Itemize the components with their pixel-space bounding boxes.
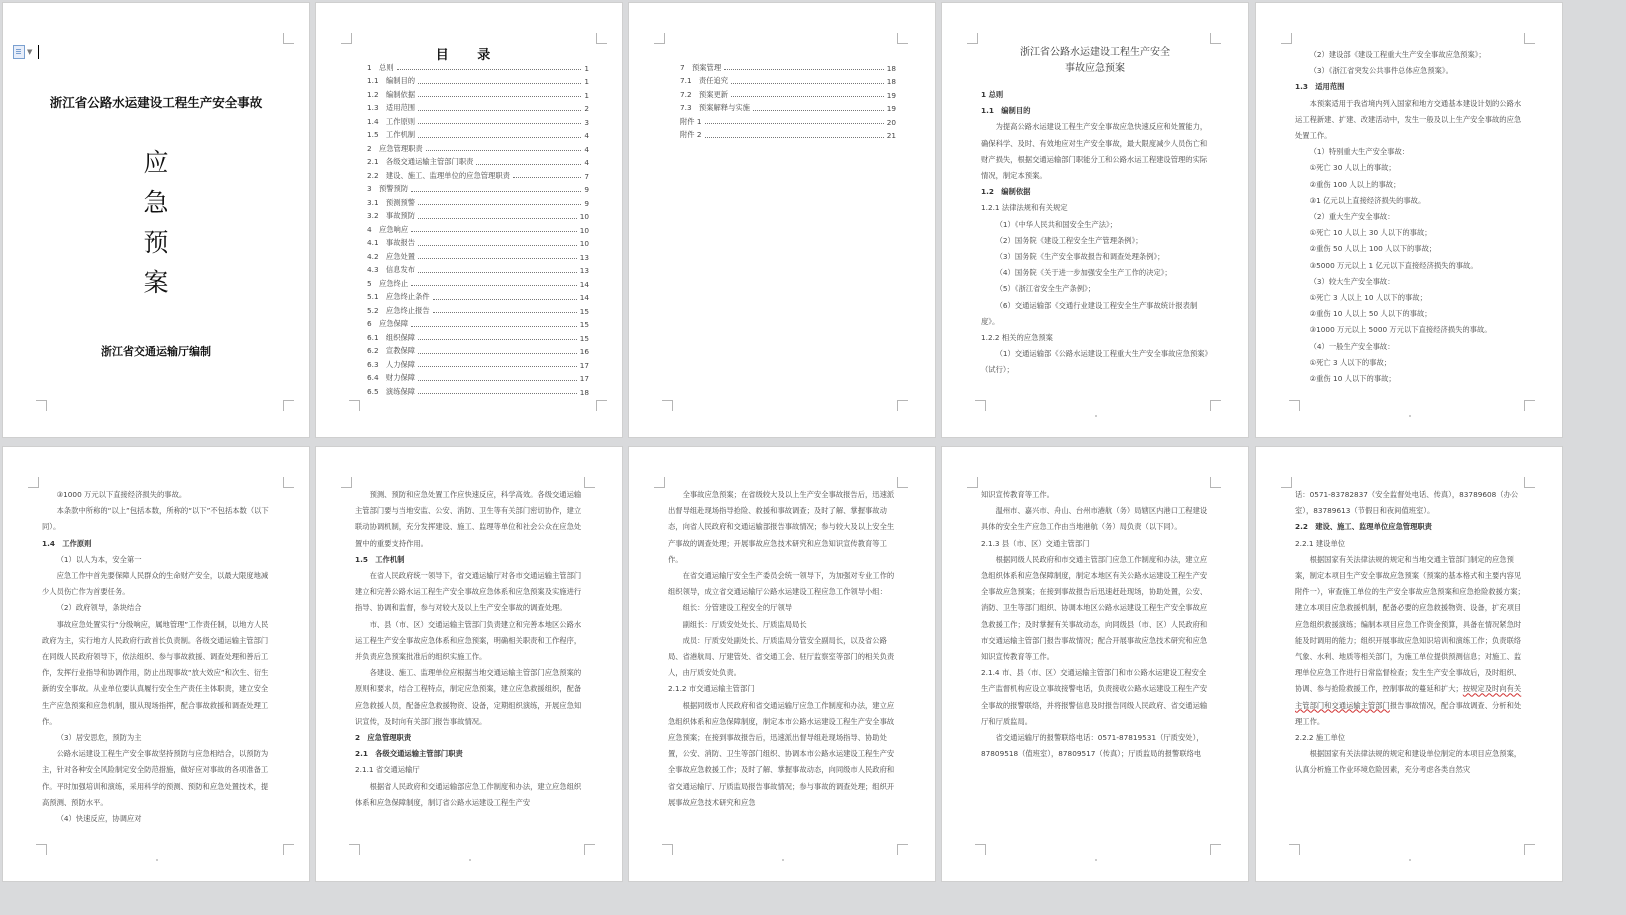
page-10 xyxy=(1256,447,1562,881)
paragraph: 各建设、施工、监理单位应根据当地交通运输主管部门应急预案的原则和要求，结合工程特点，制定应急预案，建立应急救援组织，配备应急救援人员，配备应急救援物资、设备，定期组织演练，开展应急知识宣传，及时向有关部门报告事故情况。 xyxy=(355,668,582,726)
toc-entry[interactable] xyxy=(367,73,589,87)
toc-leader-dots xyxy=(476,164,581,165)
paragraph: 话：0571-83782837（安全监督处电话、传真），83789608（办公室），83789613（节假日和夜间值班室）。 xyxy=(1295,490,1519,516)
toc-leader-dots xyxy=(418,137,581,138)
toc-entry[interactable] xyxy=(680,100,896,114)
toc-entry-page: 17 xyxy=(579,360,589,370)
toc-entry[interactable] xyxy=(367,316,589,330)
paragraph: 为提高公路水运建设工程生产安全事故应急快速反应和处置能力，确保科学、及时、有效地应对生产安全事故，最大限度减少人员伤亡和财产损失，根据交通运输部门职能分工和公路水运工程建设管理的实际情况，制定本预案。 xyxy=(981,122,1208,181)
toc-leader-dots xyxy=(418,245,577,246)
list-item: （5）《浙江省安全生产条例》； xyxy=(995,284,1096,294)
toc-leader-dots xyxy=(705,123,884,124)
toc-entry-label: 4.2 应急处置 xyxy=(367,251,416,261)
toc-entry-page: 20 xyxy=(886,117,896,127)
toc-leader-dots xyxy=(418,204,581,205)
toc-leader-dots xyxy=(418,110,581,111)
toc-leader-dots xyxy=(731,83,884,84)
list-item: ③5000 万元以上 1 亿元以下直接经济损失的事故。 xyxy=(1309,260,1478,270)
list-item: （6）交通运输部《交通行业建设工程安全生产事故统计报表制度》。 xyxy=(981,300,1198,326)
paragraph: 公路水运建设工程生产安全事故坚持预防与应急相结合，以预防为主，针对各种安全风险制定安全防范措施，做好应对事故的各项准备工作。平时加强培训和演练，采用科学的预测、预防和应急处置技术，提高预测、预防水平。 xyxy=(42,749,269,807)
toc-entry[interactable] xyxy=(367,154,589,168)
toc-leader-dots xyxy=(418,123,581,124)
toc-entry-page: 15 xyxy=(579,306,589,316)
heading: 1.2.1 法律法规和有关规定 xyxy=(981,203,1068,213)
heading: 2.2.1 建设单位 xyxy=(1295,538,1346,548)
list-item: （1）交通运输部《公路水运建设工程重大生产安全事故应急预案》（试行）； xyxy=(981,349,1209,375)
toc-entry[interactable] xyxy=(367,343,589,357)
cover-issuer: 浙江省交通运输厅编制 xyxy=(101,345,211,358)
toc-entry-label: 1.4 工作原则 xyxy=(367,116,416,126)
toc-entry[interactable] xyxy=(680,113,896,127)
toc-entry-page: 4 xyxy=(584,131,589,140)
toc-entry-label: 1.2 编制依据 xyxy=(367,89,416,99)
toc-entry-label: 7.2 预案更新 xyxy=(680,89,729,99)
toc-entry-page: 9 xyxy=(584,185,589,194)
toc-entry[interactable] xyxy=(367,59,589,73)
toc-leader-dots xyxy=(418,272,577,273)
toc-entry-label: 4.1 事故报告 xyxy=(367,238,416,247)
heading: 1.2.2 相关的应急预案 xyxy=(981,333,1053,343)
toc-entry-page: 13 xyxy=(579,252,589,262)
toc-entry-label: 6.3 人力保障 xyxy=(367,359,416,369)
toc-leader-dots xyxy=(418,339,577,340)
toc-leader-dots xyxy=(418,366,577,367)
toc-entry-label: 7 预案管理 xyxy=(680,62,722,72)
toc-entry-label: 3.2 事故预防 xyxy=(367,211,416,220)
toc-entry[interactable] xyxy=(367,208,589,222)
heading: 2.1.3 县（市、区）交通主管部门 xyxy=(981,538,1090,548)
paragraph: 市、县（市、区）交通运输主管部门负责建立和完善本地区公路水运工程生产安全事故应急体系和应急预案，明确相关职责和工作程序，并负责应急预案批准后的组织实施工作。 xyxy=(355,619,582,662)
toc-entry-label: 3 预警预防 xyxy=(367,184,409,193)
subheading: （4）快速反应，协调应对 xyxy=(56,814,142,824)
cover-char: 案 xyxy=(143,268,169,297)
toc-leader-dots xyxy=(411,326,577,327)
toc-leader-dots xyxy=(418,380,577,381)
toc-entry-page: 9 xyxy=(584,198,589,208)
paragraph: 应急工作中首先要保障人民群众的生命财产安全，以最大限度地减少人员伤亡作为首要任务。 xyxy=(42,571,269,597)
document-title: 浙江省公路水运建设工程生产安全 事故应急预案 xyxy=(1020,47,1170,74)
list-item: （3）国务院《生产安全事故报告和调查处理条例》； xyxy=(995,252,1165,262)
list-item: ②重伤 10 人以下的事故； xyxy=(1309,374,1396,384)
toc-entry-page: 1 xyxy=(584,77,589,86)
toc-entry[interactable] xyxy=(367,289,589,303)
toc-entry-label: 附件 2 xyxy=(680,130,702,139)
toc-entry-label: 1.5 工作机制 xyxy=(367,130,416,139)
paragraph: ③1000 万元以下直接经济损失的事故。 xyxy=(56,490,187,499)
heading: 1.1 编制目的 xyxy=(981,106,1031,116)
heading: 1 总则 xyxy=(981,90,1004,99)
text-cursor xyxy=(38,45,39,59)
toc-entry-label: 2.2 建设、施工、监理单位的应急管理职责 xyxy=(367,170,510,180)
paragraph: 全事故应急预案；在省级较大及以上生产安全事故报告后，迅速派出督导组赴现场指导抢险、救援和事故调查；及时了解、掌握事故动态，向省人民政府和交通运输部报告事故情况；参与较大及以上安全生产事故的调查处理；开展事故应急技术研究和应急知识宣传教育等工作。 xyxy=(668,490,895,564)
toc-leader-dots xyxy=(513,177,581,178)
toc-entry-label: 1.3 适用范围 xyxy=(367,103,416,112)
paragraph: 根据同级市人民政府和省交通运输厅应急工作制度和办法，建立应急组织体系和应急保障制度，制定本市公路水运建设工程生产安全事故应急预案；在接到事故报告后，迅速派出督导组赴现场指导、协助处置，公安、消防、卫生等部门组织、协调本市公路水运建设工程生产安全事故应急救援工作；及时了解、掌握事故动态，向同级市人民政府和省交通运输厅、厅质监局报告事故情况；参与事故的调查处理；组织开展事故应急技术研究和应急 xyxy=(668,700,895,807)
toc-entry-page: 18 xyxy=(579,387,589,397)
heading: 2.1.2 市交通运输主管部门 xyxy=(668,684,755,694)
toc-entry[interactable] xyxy=(367,127,589,141)
toc-leader-dots xyxy=(724,69,884,70)
toc-entry-label: 6.2 宣教保障 xyxy=(367,346,416,355)
page-8 xyxy=(629,447,935,881)
toc-entry-label: 3.1 预测预警 xyxy=(367,197,416,207)
toc-entry-label: 附件 1 xyxy=(680,116,702,126)
paragraph: 在省交通运输厅安全生产委员会统一领导下，为加强对专业工作的组织领导，成立省交通运输厅公路水运建设工程应急工作领导小组： xyxy=(668,571,895,597)
paragraph: 事故应急处置实行“分级响应，属地管理”工作责任制，以地方人民政府为主，实行地方人民政府行政首长负责制。各级交通运输主管部门在同级人民政府领导下，依法组织、参与事故救援、调查处理和善后工作，发挥行业指导和协调作用，防止出现事故“放大效应”和次生、衍生新的安全事故。从业单位要认真履行安全生产责任主体职责，建立安全生产应急预案和应急机制，服从现场指挥，配合事故救援和调查处理工作。 xyxy=(42,619,269,726)
list-item: ①死亡 3 人以下的事故； xyxy=(1309,357,1392,367)
toc-entry-page: 4 xyxy=(584,158,589,167)
heading: 2 应急管理职责 xyxy=(355,733,412,743)
cover-char: 预 xyxy=(143,228,169,257)
toc-entry[interactable] xyxy=(367,194,589,208)
dropdown-caret-icon[interactable]: ▼ xyxy=(27,48,33,56)
toc-leader-dots xyxy=(418,96,581,97)
toc-entry[interactable] xyxy=(680,73,896,87)
toc-entry-page: 14 xyxy=(579,279,589,289)
page-3-toc xyxy=(629,3,935,437)
list-item: （1）《中华人民共和国安全生产法》； xyxy=(995,219,1117,229)
heading: 1.5 工作机制 xyxy=(355,554,405,564)
toc-entry-page: 15 xyxy=(579,320,589,329)
toc-entry-page: 21 xyxy=(886,131,896,140)
list-item: ②重伤 100 人以上的事故； xyxy=(1309,179,1401,189)
toc-entry-label: 7.3 预案解释与实施 xyxy=(680,103,750,112)
toc-entry-page: 3 xyxy=(584,117,589,127)
cover-title: 浙江省公路水运建设工程生产安全事故 xyxy=(49,95,263,110)
page-2-toc xyxy=(316,3,622,437)
toc-entry-page: 18 xyxy=(886,63,896,73)
page-4 xyxy=(942,3,1248,437)
list-item: ③1 亿元以上直接经济损失的事故。 xyxy=(1309,195,1426,205)
list-item: （4）一般生产安全事故： xyxy=(1309,341,1395,351)
toc-leader-dots xyxy=(411,285,577,286)
toc-leader-dots xyxy=(418,353,577,354)
paragraph: 在省人民政府统一领导下，省交通运输厅对各市交通运输主管部门建立和完善公路水运工程生产安全事故应急体系和应急预案及实施进行指导、协调和监督，参与对较大及以上生产安全事故的调查处理。 xyxy=(355,571,582,613)
toc-entry-label: 5 应急终止 xyxy=(367,278,409,288)
document-icon[interactable] xyxy=(13,45,39,59)
toc-entry-label: 4.3 信息发布 xyxy=(367,265,416,274)
paragraph: 本预案适用于我省境内列入国家和地方交通基本建设计划的公路水运工程新建、扩建、改建活动中，发生一般及以上生产安全事故的应急处置工作。 xyxy=(1295,98,1522,141)
heading: 2.2 建设、施工、监理单位应急管理职责 xyxy=(1295,522,1432,532)
toc-entry-page: 14 xyxy=(579,293,589,302)
toc-entry[interactable] xyxy=(367,221,589,235)
toc-entry-label: 5.1 应急终止条件 xyxy=(367,292,430,301)
page-9 xyxy=(942,447,1248,881)
toc-entry[interactable] xyxy=(680,59,896,73)
subheading: （2）政府领导，条块结合 xyxy=(56,603,142,613)
paragraph: 知识宣传教育等工作。 xyxy=(981,490,1054,499)
toc-entry[interactable] xyxy=(367,302,589,316)
toc-entry[interactable] xyxy=(367,86,589,100)
toc-leader-dots xyxy=(397,69,582,70)
toc-leader-dots xyxy=(418,218,577,219)
toc-entry[interactable] xyxy=(367,100,589,114)
heading: 1.3 适用范围 xyxy=(1295,82,1345,92)
toc-entry[interactable] xyxy=(367,140,589,154)
toc-leader-dots xyxy=(705,137,884,138)
page-7 xyxy=(316,447,622,881)
list-item: ①死亡 10 人以上 30 人以下的事故； xyxy=(1309,228,1432,238)
list-item: （2）建设部《建设工程重大生产安全事故应急预案》； xyxy=(1309,50,1486,59)
toc-heading: 目 录 xyxy=(435,48,503,63)
toc-entry-label: 2 应急管理职责 xyxy=(367,143,423,153)
toc-entry-label: 7.1 责任追究 xyxy=(680,76,729,85)
list-item: ①死亡 3 人以上 10 人以下的事故； xyxy=(1309,293,1427,303)
toc-entry[interactable] xyxy=(680,86,896,100)
list-item: （2）国务院《建设工程安全生产管理条例》； xyxy=(995,235,1143,245)
toc-entry-label: 6 应急保障 xyxy=(367,319,409,328)
paragraph: 成员：厅质安处副处长、厅质监局分管安全副局长，以及省公路局、省港航局、厅建管处、省交通工会、驻厅监察室等部门的相关负责人，由厅质安处负责。 xyxy=(668,635,895,678)
toc-entry-page: 10 xyxy=(579,212,589,221)
toc-entry-page: 2 xyxy=(584,104,589,113)
toc-leader-dots xyxy=(433,312,577,313)
toc-entry-label: 1 总则 xyxy=(367,62,394,72)
toc-entry-page: 18 xyxy=(886,77,896,86)
list-item: （4）国务院《关于进一步加强安全生产工作的决定》； xyxy=(995,268,1172,278)
toc-entry-page: 1 xyxy=(584,63,589,73)
toc-leader-dots xyxy=(411,231,577,232)
spellcheck-underline[interactable]: 按规定及时向有关主管部门和交通运输主管部门 xyxy=(1295,684,1522,710)
list-item: ③1000 万元以上 5000 万元以下直接经济损失的事故。 xyxy=(1309,325,1492,335)
toc-entry[interactable] xyxy=(367,356,589,370)
toc-leader-dots xyxy=(426,150,582,151)
toc-entry-page: 10 xyxy=(579,239,589,248)
toc-entry-label: 5.2 应急终止报告 xyxy=(367,305,430,315)
toc-entry-page: 15 xyxy=(579,333,589,343)
list-item: （2）重大生产安全事故： xyxy=(1309,212,1395,222)
paragraph: 预测、预防和应急处置工作应快速反应，科学高效。各级交通运输主管部门要与当地安监、公安、消防、卫生等有关部门密切协作，建立联动协调机制，充分发挥建设、施工、监理等单位和社会公众在应急处置中的重要支持作用。 xyxy=(355,490,582,548)
toc-entry[interactable] xyxy=(367,275,589,289)
toc-entry-page: 16 xyxy=(579,347,589,356)
toc-entry-label: 1.1 编制目的 xyxy=(367,76,416,85)
list-item: （3）较大生产安全事故： xyxy=(1309,276,1395,286)
toc-leader-dots xyxy=(731,96,884,97)
toc-entry-label: 2.1 各级交通运输主管部门职责 xyxy=(367,157,474,166)
toc-entry-page: 7 xyxy=(584,171,589,181)
list-item: （1）特别重大生产安全事故： xyxy=(1309,147,1410,157)
toc-entry-page: 10 xyxy=(579,225,589,235)
toc-entry-label: 6.4 财力保障 xyxy=(367,373,416,382)
toc-entry-page: 19 xyxy=(886,104,896,113)
toc-entry-page: 19 xyxy=(886,90,896,100)
toc-list-continued xyxy=(680,59,896,140)
paragraph: 省交通运输厅的报警联络电话：0571-87819531（厅质安处），87809518（值班室），87809517（传真）；厅质监局的报警联络电 xyxy=(981,733,1204,759)
toc-entry[interactable] xyxy=(367,235,589,249)
toc-entry[interactable] xyxy=(367,370,589,384)
cover-big-title xyxy=(3,143,309,303)
toc-entry[interactable] xyxy=(367,262,589,276)
toc-leader-dots xyxy=(418,83,581,84)
paragraph: 根据省人民政府和交通运输部应急工作制度和办法，建立应急组织体系和应急保障制度，制订省公路水运建设工程生产安 xyxy=(355,781,582,807)
heading: 2.1 各级交通运输主管部门职责 xyxy=(355,749,463,759)
list-item: 组长：分管建设工程安全的厅领导 xyxy=(682,603,793,613)
toc-entry-label: 4 应急响应 xyxy=(367,224,409,234)
subheading: （1）以人为本，安全第一 xyxy=(56,554,142,564)
toc-entry-label: 6.5 演练保障 xyxy=(367,386,416,396)
toc-entry-label: 6.1 组织保障 xyxy=(367,332,416,342)
heading: 1.4 工作原则 xyxy=(42,538,92,548)
toc-entry[interactable] xyxy=(367,248,589,262)
list-item: 副组长：厅质安处处长、厅质监局局长 xyxy=(682,619,807,629)
list-item: （3）《浙江省突发公共事件总体应急预案》。 xyxy=(1309,66,1453,76)
toc-list xyxy=(367,59,589,397)
paragraph: 根据国家有关法律法规的规定和建设单位制定的本项目应急预案，认真分析施工作业环境危险因素，充分考虑各类自然灾 xyxy=(1295,749,1522,775)
page-1-cover xyxy=(3,3,309,437)
toc-entry[interactable] xyxy=(367,113,589,127)
page-5 xyxy=(1256,3,1562,437)
toc-leader-dots xyxy=(433,299,577,300)
toc-entry[interactable] xyxy=(367,329,589,343)
paragraph: 本条款中所称的“以上”包括本数，所称的“以下”不包括本数（以下同）。 xyxy=(42,506,269,532)
paragraph: 2.1.4 市、县（市、区）交通运输主管部门和市公路水运建设工程安全生产监督机构应设立事故接警电话，负责接收公路水运建设工程生产安全事故的报警联络，并将报警信息及时报告同级人民政府、省交通运输厅和厅质监局。 xyxy=(981,668,1208,726)
cover-char: 应 xyxy=(143,148,169,177)
toc-entry-page: 13 xyxy=(579,266,589,275)
subheading: （3）居安思危，预防为主 xyxy=(56,733,142,743)
heading: 1.2 编制依据 xyxy=(981,187,1031,197)
toc-leader-dots xyxy=(418,393,577,394)
paragraph: 根据国家有关法律法规的规定和当地交通主管部门制定的应急预案，制定本项目生产安全事故应急预案（预案的基本格式和主要内容见附件一），审查施工单位的生产安全事故应急预案和应急抢险救援方案；建立本项目应急救援机制，配备必要的应急救援物资、设备，扩充项目应急组织救援演练；编制本项目应急工作资金预算，具备在情况紧急时能及时调用的能力；组织开展事故应急知识培训和演练工作；负责联络气象、水利、地质等相关部门，为施工单位提供预测信息；对施工、监理单位应急工作进行日常监督检查；发生生产安全事故后，及时组织、协调、参与抢险救援工作，控制事故的蔓延和扩大；按规定及时向有关主管部门和交通运输主管部门报告事故情况，配合事故调查、分析和处理工作。 xyxy=(1295,554,1525,726)
list-item: ②重伤 10 人以上 50 人以下的事故； xyxy=(1309,309,1432,319)
toc-entry[interactable] xyxy=(367,181,589,195)
cover-char: 急 xyxy=(143,188,169,217)
page-6 xyxy=(3,447,309,881)
toc-entry-page: 17 xyxy=(579,374,589,383)
list-item: ②重伤 50 人以上 100 人以下的事故； xyxy=(1309,244,1437,254)
toc-entry[interactable] xyxy=(680,127,896,141)
toc-entry-page: 1 xyxy=(584,90,589,100)
paragraph: 根据同级人民政府和市交通主管部门应急工作制度和办法，建立应急组织体系和应急保障制度，制定本地区有关公路水运建设工程生产安全事故应急预案；在接到事故报告后迅速赶赴现场，协助处置，公安、消防、卫生等部门组织、协调本地区公路水运建设工程生产安全事故应急救援工作；及时掌握有关事故动态，向同级县（市、区）人民政府和市交通运输主管部门报告事故情况；配合开展事故应急技术研究和应急知识宣传教育等工作。 xyxy=(981,554,1208,662)
toc-leader-dots xyxy=(411,191,581,192)
paragraph: 温州市、嘉兴市、舟山、台州市港航（务）局辖区内港口工程建设具体的安全生产应急工作由当地港航（务）局负责（以下同）。 xyxy=(981,506,1208,532)
toc-leader-dots xyxy=(753,110,884,111)
list-item: ①死亡 30 人以上的事故； xyxy=(1309,163,1396,173)
heading: 2.2.2 施工单位 xyxy=(1295,733,1346,743)
toc-entry-page: 4 xyxy=(584,144,589,154)
heading: 2.1.1 省交通运输厅 xyxy=(355,765,420,775)
toc-entry[interactable] xyxy=(367,383,589,397)
toc-entry[interactable] xyxy=(367,167,589,181)
toc-leader-dots xyxy=(418,258,577,259)
